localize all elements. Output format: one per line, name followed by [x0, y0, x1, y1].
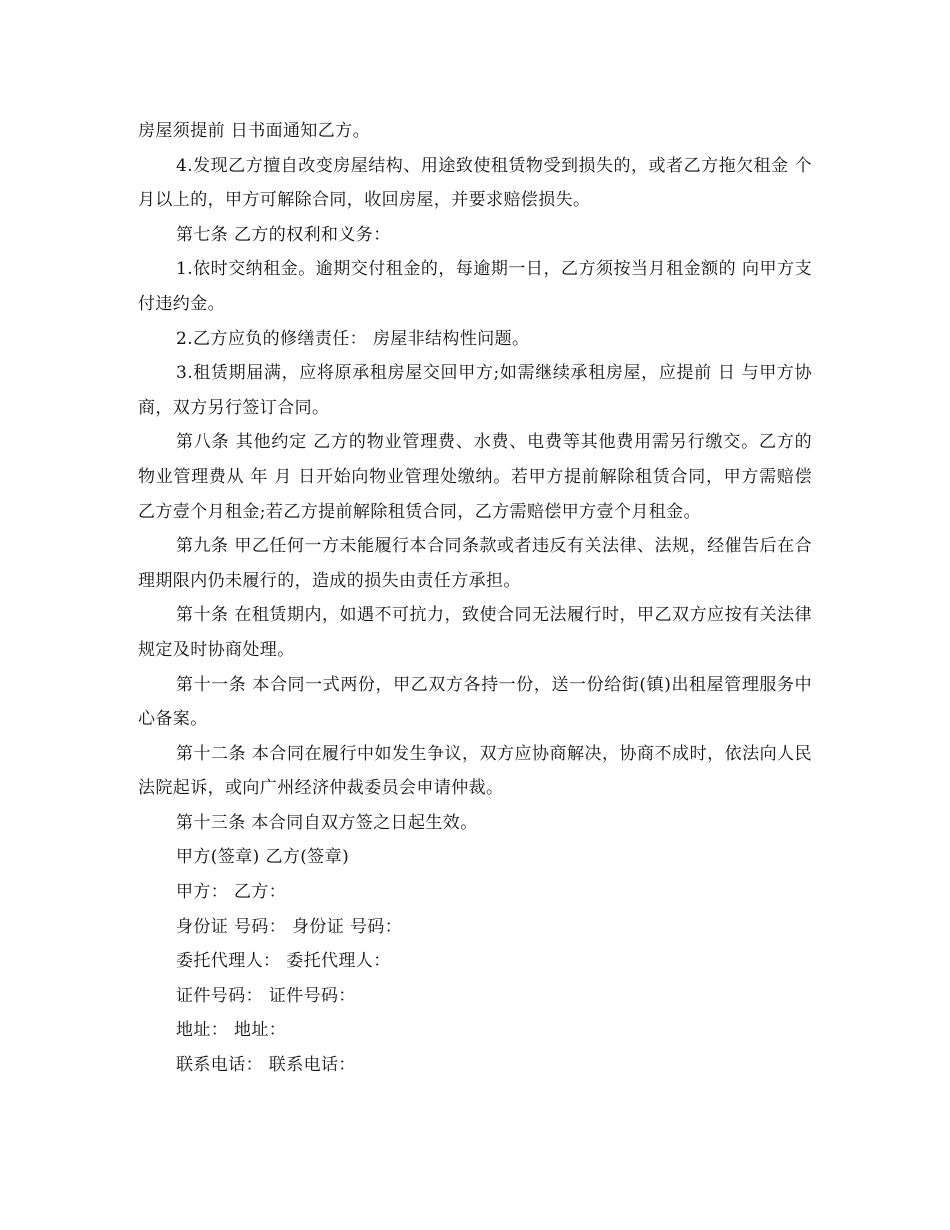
signature-phone-line: 联系电话： 联系电话：	[176, 1055, 356, 1076]
signature-id-number-line: 身份证 号码： 身份证 号码：	[176, 916, 403, 937]
paragraph-article-8: 第八条 其他约定 乙方的物业管理费、水费、电费等其他费用需另行缴交。乙方的物业管理费从 年 月 日开始向物业管理处缴纳。若甲方提前解除租赁合同，甲方需赔偿乙方壹个月租金;若乙方提前解除租赁合同，乙方需赔偿甲方壹个月租金。	[138, 432, 812, 522]
signature-seal-line: 甲方(签章) 乙方(签章)	[176, 847, 350, 868]
paragraph-article-11: 第十一条 本合同一式两份，甲乙双方各持一份，送一份给街(镇)出租屋管理服务中心备案。	[138, 674, 812, 730]
paragraph-clause-6-item-4: 4.发现乙方擅自改变房屋结构、用途致使租赁物受到损失的，或者乙方拖欠租金 个月以上的，甲方可解除合同，收回房屋，并要求赔偿损失。	[138, 155, 812, 211]
paragraph-article-12: 第十二条 本合同在履行中如发生争议，双方应协商解决，协商不成时，依法向人民法院起诉，或向广州经济仲裁委员会申请仲裁。	[138, 743, 812, 799]
paragraph-article-7-heading: 第七条 乙方的权利和义务：	[176, 224, 391, 245]
signature-document-number-line: 证件号码： 证件号码：	[176, 985, 356, 1006]
paragraph-notice-continuation: 房屋须提前 日书面通知乙方。	[138, 121, 371, 141]
signature-address-line: 地址： 地址：	[176, 1020, 287, 1041]
paragraph-article-7-item-2: 2.乙方应负的修缮责任： 房屋非结构性问题。	[176, 328, 530, 349]
paragraph-article-13: 第十三条 本合同自双方签之日起生效。	[176, 812, 478, 833]
paragraph-article-7-item-3: 3.租赁期届满，应将原承租房屋交回甲方;如需继续承租房屋，应提前 日 与甲方协商，双方另行签订合同。	[138, 363, 812, 418]
paragraph-article-10: 第十条 在租赁期内，如遇不可抗力，致使合同无法履行时，甲乙双方应按有关法律规定及时协商处理。	[138, 605, 812, 660]
paragraph-article-9: 第九条 甲乙任何一方未能履行本合同条款或者违反有关法律、法规，经催告后在合理期限内仍未履行的，造成的损失由责任方承担。	[138, 536, 812, 591]
signature-agent-line: 委托代理人： 委托代理人：	[176, 951, 391, 972]
paragraph-article-7-item-1: 1.依时交纳租金。逾期交付租金的，每逾期一日，乙方须按当月租金额的 向甲方支付违约金。	[138, 259, 812, 314]
signature-party-line: 甲方： 乙方：	[176, 882, 287, 903]
